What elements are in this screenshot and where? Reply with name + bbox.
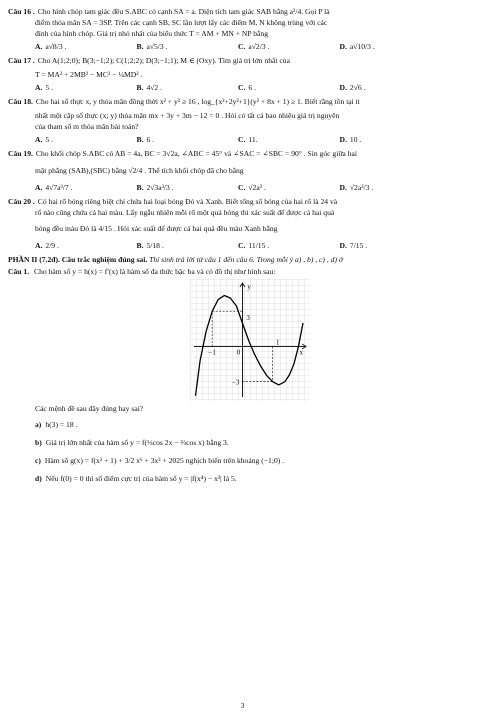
- statement-c[interactable]: c) Hàm số g(x) = f(x³ + 1) + 3/2 x⁶ + 3x³ + 2025 nghịch biến trên khoảng (−1;0) .: [35, 456, 285, 465]
- question-19: [8, 148, 471, 193]
- option-a[interactable]: A. 5 .: [35, 83, 53, 92]
- option-d[interactable]: D. 2√6 .: [339, 83, 366, 92]
- question-text: bóng đều màu Đỏ là 4/15 . Hỏi xác suất để được cả hai quả đều màu Xanh bằng: [35, 224, 278, 233]
- question-number: Câu 18.: [8, 97, 33, 106]
- answer-options: [8, 240, 471, 251]
- statement-a[interactable]: a) h(3) = 18 .: [35, 420, 78, 429]
- option-b[interactable]: B. 4√2 .: [136, 83, 163, 92]
- statement-d[interactable]: d) Nếu f(0) = 0 thì số điểm cực trị của hàm số y = |f(x⁴) − x²| là 5.: [35, 474, 237, 483]
- y-tick-label: 3: [246, 314, 250, 323]
- y-tick-label: −3: [231, 378, 240, 387]
- question-number: Câu 20 .: [8, 197, 35, 206]
- question-prompt: Các mệnh đề sau đây đúng hay sai?: [35, 404, 144, 413]
- question-text: Cho khối chóp S.ABC có AB = 4a, BC = 3√2a, ∠ABC = 45° và ∠SAC = ∠SBC = 90° . Sin góc giữa hai: [35, 149, 357, 158]
- option-c[interactable]: C. 11.: [238, 135, 258, 144]
- question-20: [8, 196, 471, 251]
- option-d[interactable]: D. √2a³/3 .: [339, 183, 374, 192]
- y-axis-label: y: [247, 283, 251, 291]
- page-number: 3: [240, 701, 245, 710]
- question-text: Cho hàm số y = h(x) = f′(x) là hàm số đa thức bậc ba và có đồ thị như hình sau:: [34, 267, 276, 276]
- option-d[interactable]: D. a√10/3 .: [339, 42, 375, 51]
- question-text: mặt phẳng (SAB),(SBC) bằng √2/4 . Thể tích khối chóp đã cho bằng: [35, 166, 244, 175]
- statement-list: [8, 419, 471, 484]
- option-a[interactable]: A. 2/9 .: [35, 241, 59, 250]
- answer-options: [8, 182, 471, 193]
- question-text: Cho hai số thực x, y thỏa mãn đồng thời x² + y² ≥ 16 , log_{x²+2y²+1}(y² + 8x + 1) ≥ 1. Biết rằng tồn tại ít: [35, 97, 360, 106]
- question-16: [8, 6, 471, 52]
- question-text: Cho hình chóp tam giác đều S.ABC có cạnh SA = a. Diện tích tam giác SAB bằng a²/4. Gọi P là: [37, 7, 330, 16]
- option-c[interactable]: C. 6 .: [238, 83, 256, 92]
- option-c[interactable]: C. a√2/3 .: [238, 42, 270, 51]
- answer-options: [8, 41, 471, 52]
- question-text: của tham số m thỏa mãn bài toán?: [35, 122, 139, 131]
- section-description: Thí sinh trả lời từ câu 1 đến câu 6. Trong mỗi ý a) , b) , c) , d) ở: [149, 255, 343, 264]
- option-b[interactable]: B. 5/18 .: [136, 241, 164, 250]
- question-text: Cho A(1;2;0); B(3;−1;2); C(1;2;2); D(3;−1;1); M ∈ (Oxy). Tìm giá trị lớn nhất của: [37, 56, 290, 65]
- question-text: Có hai rổ bóng riêng biệt chỉ chứa hai loại bóng Đỏ và Xanh. Biết tổng số bóng của hai rổ là 24 và: [37, 197, 338, 206]
- option-a[interactable]: A. a√8/3 .: [35, 42, 67, 51]
- option-c[interactable]: C. √2a³ .: [238, 183, 266, 192]
- answer-options: [8, 134, 471, 145]
- question-17: [8, 55, 471, 93]
- origin-label: 0: [236, 348, 241, 357]
- graph-grid: [190, 279, 310, 401]
- section-heading: [8, 254, 471, 265]
- section-title: PHẦN II (7.2đ). Câu trắc nghiệm đúng sai.: [8, 255, 148, 264]
- question-18: [8, 96, 471, 145]
- x-axis-label: x: [299, 348, 303, 357]
- question-text: điểm thỏa mãn SA = 3SP. Trên các cạnh SB, SC lần lượt lấy các điểm M, N không trùng với các: [35, 18, 328, 27]
- option-a[interactable]: A. 4√7a³/7 .: [35, 183, 73, 192]
- graph-svg: [190, 279, 310, 401]
- option-d[interactable]: D. 10 .: [339, 135, 362, 144]
- option-d[interactable]: D. 7/15 .: [339, 241, 368, 250]
- statement-b[interactable]: b) Giá trị lớn nhất của hàm số y = f(⅓cos 2x − ⅔cos x) bằng 3.: [35, 438, 229, 447]
- option-b[interactable]: B. a√5/3 .: [136, 42, 168, 51]
- question-number: Câu 17 .: [8, 56, 35, 65]
- question-text: rổ nào cũng chứa cả hai màu. Lấy ngẫu nhiên mỗi rổ một quả bóng thì xác suất để được cả hai quả: [35, 208, 335, 217]
- question-text: nhất một cặp số thực (x; y) thỏa mãn mx + 3y + 3m − 12 = 0 . Hỏi có tất cả bao nhiêu giá trị nguyên: [35, 111, 340, 120]
- function-graph: [190, 279, 310, 401]
- question-1: [8, 266, 471, 484]
- option-a[interactable]: A. 5 .: [35, 135, 53, 144]
- x-tick-label: 1: [275, 338, 280, 347]
- x-tick-label: −1: [208, 348, 216, 357]
- question-number: Câu 1.: [8, 267, 30, 276]
- option-b[interactable]: B. 2√3a³/3 .: [136, 183, 174, 192]
- question-text: T = MA² + 2MB² − MC² − ¼MD² .: [35, 70, 143, 79]
- question-number: Câu 16 .: [8, 7, 35, 16]
- question-number: Câu 19.: [8, 149, 33, 158]
- option-c[interactable]: C. 11/15 .: [238, 241, 270, 250]
- answer-options: [8, 82, 471, 93]
- question-text: đỉnh của hình chóp. Giá trị nhỏ nhất của biểu thức T = AM + MN + NP bằng: [35, 29, 269, 38]
- option-b[interactable]: B. 6 .: [136, 135, 155, 144]
